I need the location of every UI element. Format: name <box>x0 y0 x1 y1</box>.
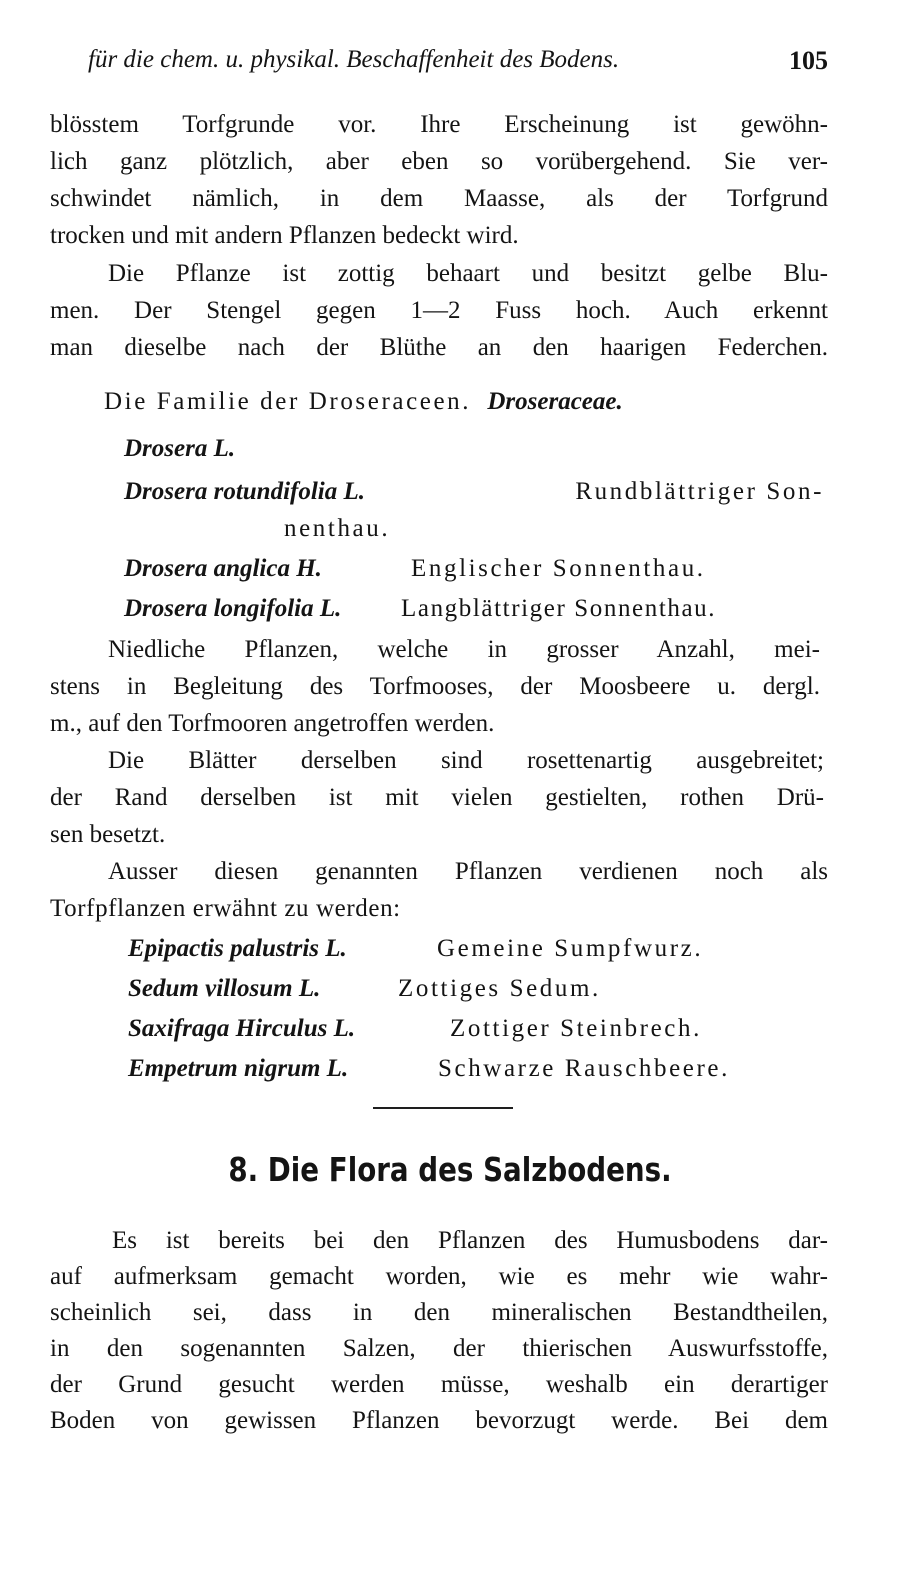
text-line: trocken und mit andern Pflanzen bedeckt wird. <box>50 222 519 249</box>
plant-common: Gemeine Sumpfwurz. <box>437 935 704 962</box>
text-line: Die Blätter derselben sind rosettenartig ausgebreitet; <box>108 747 824 774</box>
text-line: man dieselbe nach der Blüthe an den haarigen Federchen. <box>50 334 828 361</box>
running-head-title: für die chem. u. physikal. Beschaffenheit des Bodens. <box>88 46 620 73</box>
text-line: sen besetzt. <box>50 821 166 848</box>
plant-common: Zottiges Sedum. <box>398 975 601 1002</box>
text-line: Torfpflanzen erwähnt zu werden: <box>50 895 401 922</box>
species-entry <box>124 592 824 626</box>
species-latin: Drosera longifolia L. <box>124 595 342 622</box>
family-heading <box>104 385 784 419</box>
plant-latin: Sedum villosum L. <box>128 975 321 1002</box>
plant-latin: Empetrum nigrum L. <box>128 1055 349 1082</box>
plant-latin: Saxifraga Hirculus L. <box>128 1015 356 1042</box>
plant-entry <box>128 972 828 1006</box>
species-common: Langblättriger Sonnenthau. <box>401 595 717 622</box>
text-line: auf aufmerksam gemacht worden, wie es mehr wie wahr- <box>50 1263 828 1290</box>
text-line: Niedliche Pflanzen, welche in grosser Anzahl, mei- <box>108 636 820 663</box>
family-label: Die Familie der Droseraceen. <box>104 388 472 415</box>
plant-latin: Epipactis palustris L. <box>128 935 347 962</box>
species-common-continued: nenthau. <box>284 515 391 542</box>
text-line: blösstem Torfgrunde vor. Ihre Erscheinung ist gewöhn- <box>50 111 828 138</box>
section-divider <box>373 1107 513 1109</box>
text-line: Die Pflanze ist zottig behaart und besitzt gelbe Blu- <box>108 260 828 287</box>
text-line: in den sogenannten Salzen, der thierischen Auswurfsstoffe, <box>50 1335 828 1362</box>
text-line: der Grund gesucht werden müsse, weshalb ein derartiger <box>50 1371 828 1398</box>
text-line: m., auf den Torfmooren angetroffen werden. <box>50 710 495 737</box>
page-number: 105 <box>789 46 828 75</box>
section-heading: 8. Die Flora des Salzbodens. <box>228 1150 672 1189</box>
text-line: Boden von gewissen Pflanzen bevorzugt werde. Bei dem <box>50 1407 828 1434</box>
text-line: Es ist bereits bei den Pflanzen des Humusbodens dar- <box>112 1227 828 1254</box>
family-latin: Droseraceae. <box>487 388 623 415</box>
species-common: Rundblättriger Son- <box>575 478 824 505</box>
genus-name: Drosera L. <box>124 435 236 462</box>
text-line: lich ganz plötzlich, aber eben so vorübergehend. Sie ver- <box>50 148 828 175</box>
running-head <box>88 46 828 86</box>
plant-common: Zottiger Steinbrech. <box>450 1015 702 1042</box>
text-line: schwindet nämlich, in dem Maasse, als der Torfgrund <box>50 185 828 212</box>
plant-entry <box>128 1052 828 1086</box>
species-latin: Drosera rotundifolia L. <box>124 478 366 505</box>
text-line: der Rand derselben ist mit vielen gestielten, rothen Drü- <box>50 784 824 811</box>
plant-entry <box>128 932 828 966</box>
species-latin: Drosera anglica H. <box>124 555 322 582</box>
plant-common: Schwarze Rauschbeere. <box>438 1055 730 1082</box>
text-line: Ausser diesen genannten Pflanzen verdienen noch als <box>108 858 828 885</box>
text-line: stens in Begleitung des Torfmooses, der Moosbeere u. dergl. <box>50 673 820 700</box>
plant-entry <box>128 1012 828 1046</box>
species-entry <box>124 475 824 509</box>
species-entry <box>124 552 824 586</box>
text-line: scheinlich sei, dass in den mineralischen Bestandtheilen, <box>50 1299 828 1326</box>
species-common: Englischer Sonnenthau. <box>411 555 706 582</box>
text-line: men. Der Stengel gegen 1—2 Fuss hoch. Auch erkennt <box>50 297 828 324</box>
